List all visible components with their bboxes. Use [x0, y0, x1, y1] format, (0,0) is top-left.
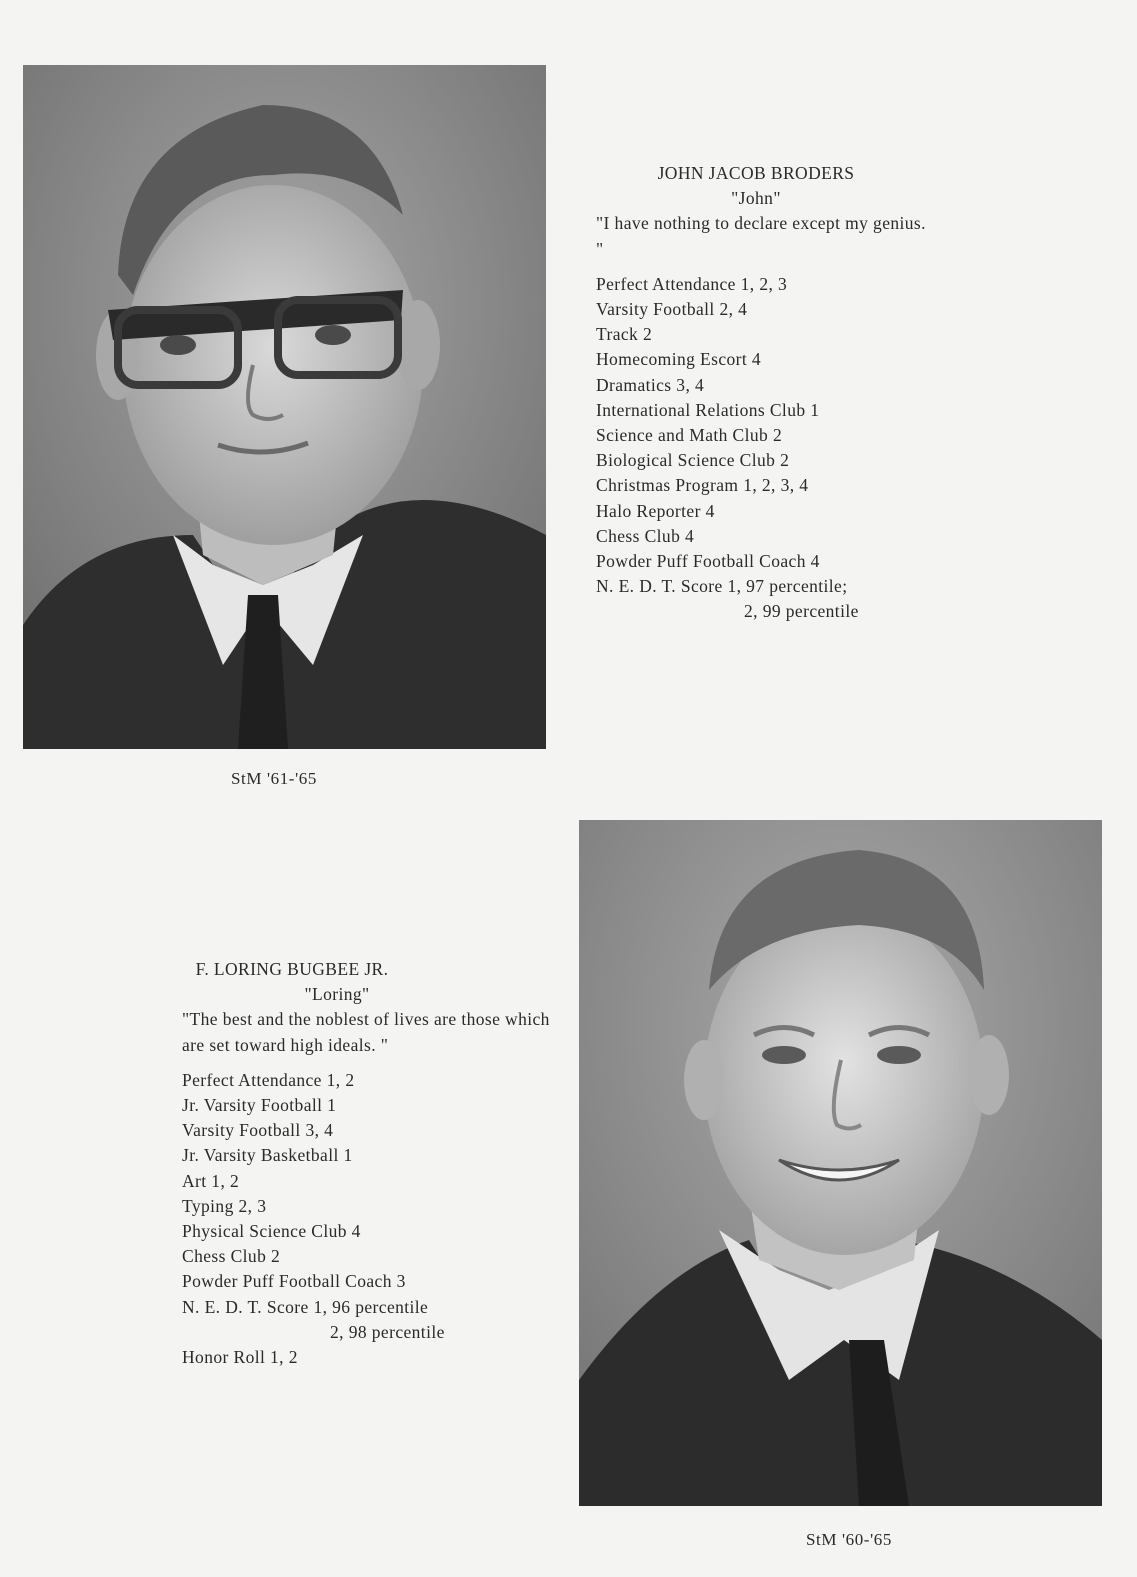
activities-list [596, 272, 936, 625]
bio-bugbee [182, 957, 562, 1370]
list-item: Perfect Attendance 1, 2, 3 [596, 273, 788, 294]
bio-broders [596, 161, 936, 625]
list-item: Chess Club 2 [182, 1246, 281, 1267]
student-quote: "I have nothing to declare except my genius. " [596, 213, 926, 259]
student-nickname: "Loring" [304, 984, 370, 1005]
list-item: Varsity Football 3, 4 [182, 1120, 334, 1141]
portrait-photo-bugbee [579, 820, 1102, 1506]
list-item: Homecoming Escort 4 [596, 349, 762, 370]
portrait-photo-broders [23, 65, 546, 749]
list-item: N. E. D. T. Score 1, 97 percentile; [596, 576, 848, 597]
student-name: F. LORING BUGBEE JR. [195, 959, 389, 979]
list-item: Powder Puff Football Coach 3 [182, 1271, 406, 1292]
activities-list [182, 1068, 562, 1370]
list-item: Christmas Program 1, 2, 3, 4 [596, 475, 809, 496]
list-item-continuation: 2, 98 percentile [330, 1321, 445, 1342]
list-item: Honor Roll 1, 2 [182, 1347, 298, 1368]
caption-broders: StM '61-'65 [231, 769, 317, 788]
list-item: Dramatics 3, 4 [596, 374, 705, 395]
list-item: Jr. Varsity Football 1 [182, 1095, 337, 1116]
list-item: Powder Puff Football Coach 4 [596, 551, 820, 572]
list-item: Track 2 [596, 324, 653, 345]
student-name: JOHN JACOB BRODERS [657, 163, 855, 183]
list-item: Perfect Attendance 1, 2 [182, 1069, 355, 1090]
list-item: Physical Science Club 4 [182, 1221, 361, 1242]
list-item: N. E. D. T. Score 1, 96 percentile [182, 1296, 429, 1317]
list-item: International Relations Club 1 [596, 399, 820, 420]
list-item: Jr. Varsity Basketball 1 [182, 1145, 353, 1166]
list-item: Typing 2, 3 [182, 1195, 267, 1216]
student-quote: "The best and the noblest of lives are those which are set toward high ideals. " [182, 1009, 550, 1055]
caption-bugbee: StM '60-'65 [806, 1530, 892, 1549]
list-item-continuation: 2, 99 percentile [744, 601, 859, 622]
student-nickname: "John" [731, 188, 781, 209]
list-item: Chess Club 4 [596, 525, 695, 546]
list-item: Halo Reporter 4 [596, 500, 715, 521]
list-item: Art 1, 2 [182, 1170, 240, 1191]
list-item: Biological Science Club 2 [596, 450, 790, 471]
list-item: Science and Math Club 2 [596, 425, 783, 446]
list-item: Varsity Football 2, 4 [596, 299, 748, 320]
